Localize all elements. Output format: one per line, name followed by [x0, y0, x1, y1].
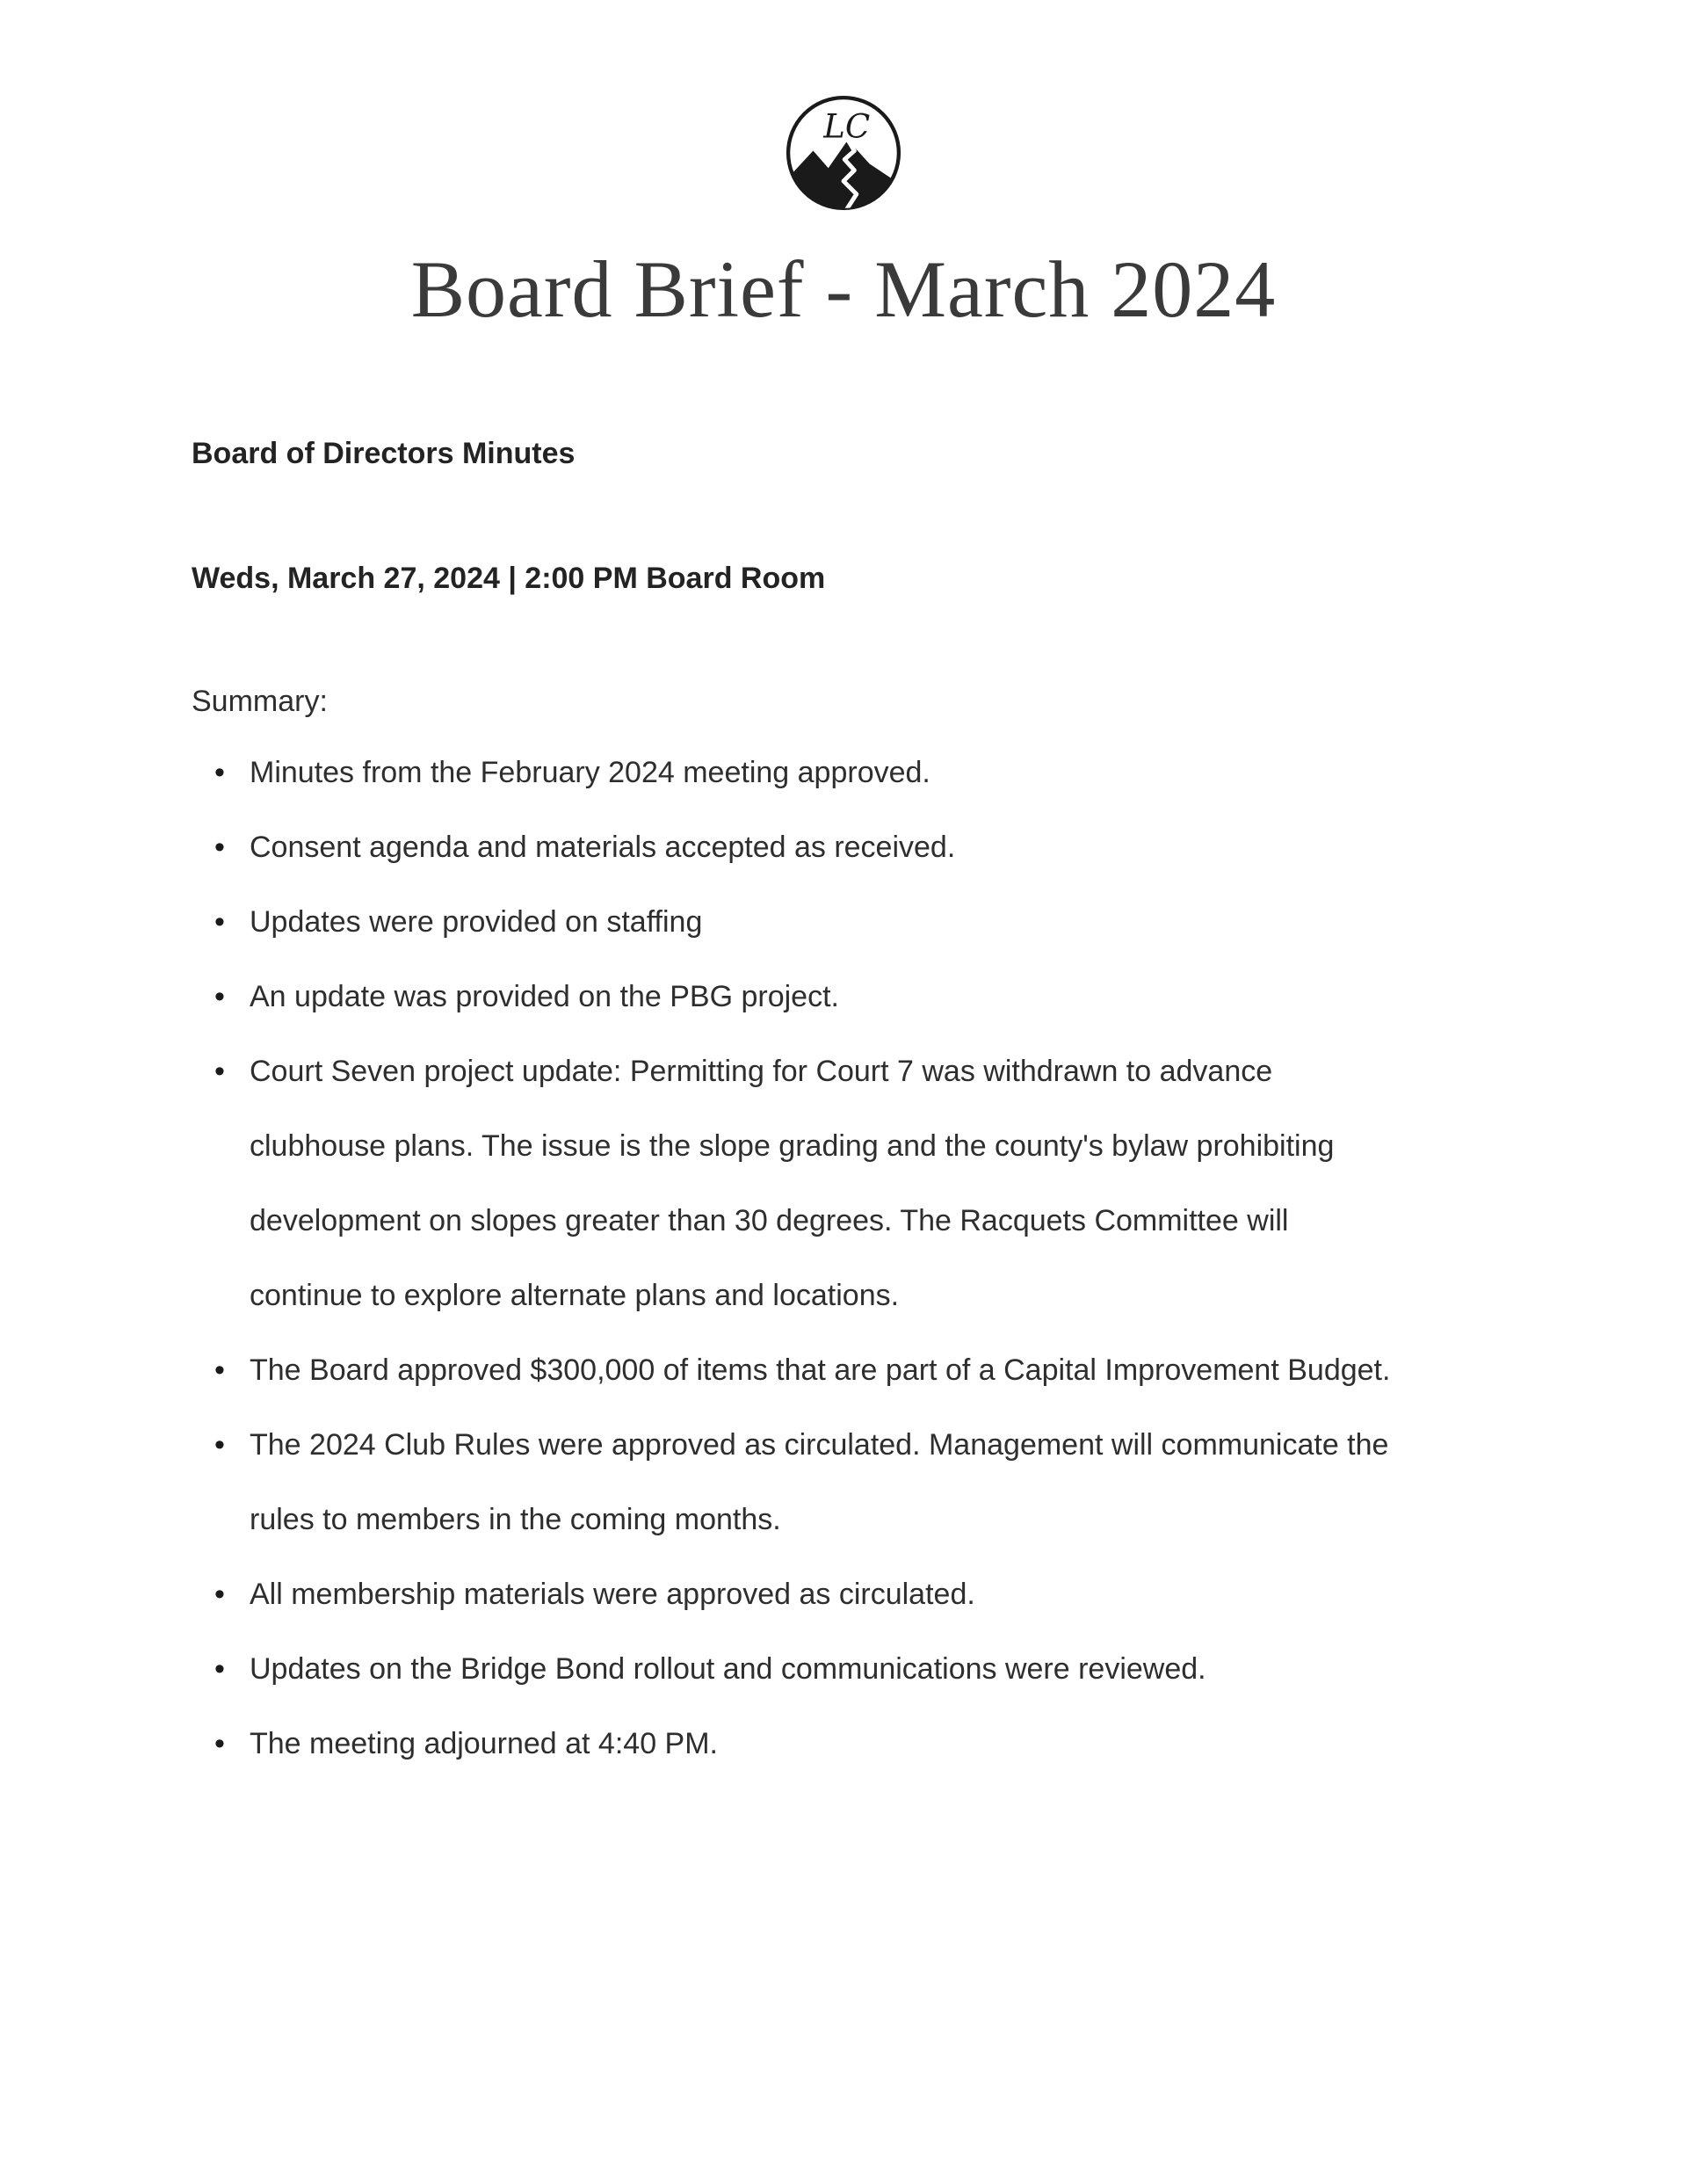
mountain-icon [785, 140, 901, 209]
list-item [250, 1333, 1392, 1408]
list-item [250, 960, 1392, 1034]
list-item-text: The Board approved $300,000 of items that are part of a Capital Improvement Budget. [250, 1353, 1391, 1387]
list-item-text: Minutes from the February 2024 meeting approved. [250, 755, 930, 789]
page-title: Board Brief - March 2024 [410, 244, 1277, 334]
list-item [250, 1557, 1392, 1632]
summary-label: Summary: [192, 685, 328, 719]
section-heading: Board of Directors Minutes [192, 437, 576, 470]
list-item [250, 1632, 1392, 1707]
summary-bullet-list [192, 736, 1494, 1781]
mountain-club-logo-icon [778, 88, 909, 218]
document-body [192, 434, 1494, 1781]
list-item-text: Updates were provided on staffing [250, 904, 703, 939]
list-item [250, 810, 1392, 885]
list-item [250, 1707, 1392, 1781]
list-item-text: The meeting adjourned at 4:40 PM. [250, 1726, 718, 1760]
list-item [250, 885, 1392, 960]
list-item-text: Updates on the Bridge Bond rollout and communications were reviewed. [250, 1651, 1206, 1686]
list-item [250, 1408, 1392, 1557]
list-item [250, 736, 1392, 810]
list-item-text: An update was provided on the PBG project. [250, 979, 839, 1013]
list-item-text: All membership materials were approved as circulated. [250, 1577, 975, 1611]
list-item-text: Consent agenda and materials accepted as received. [250, 830, 956, 864]
list-item-text: The 2024 Club Rules were approved as circulated. Management will communicate the rules to members in the coming months. [250, 1427, 1389, 1536]
logo-monogram: LC [823, 107, 871, 146]
list-item-text: Court Seven project update: Permitting for Court 7 was withdrawn to advance clubhouse plans. The issue is the slope grading and the county's bylaw prohibiting development on slopes greater than 30 degrees. The Racquets Committee will continue to explore alternate plans and locations. [250, 1054, 1335, 1312]
list-item [250, 1034, 1392, 1333]
meeting-info-line: Weds, March 27, 2024 | 2:00 PM Board Room [192, 562, 826, 596]
club-logo [0, 0, 1687, 218]
